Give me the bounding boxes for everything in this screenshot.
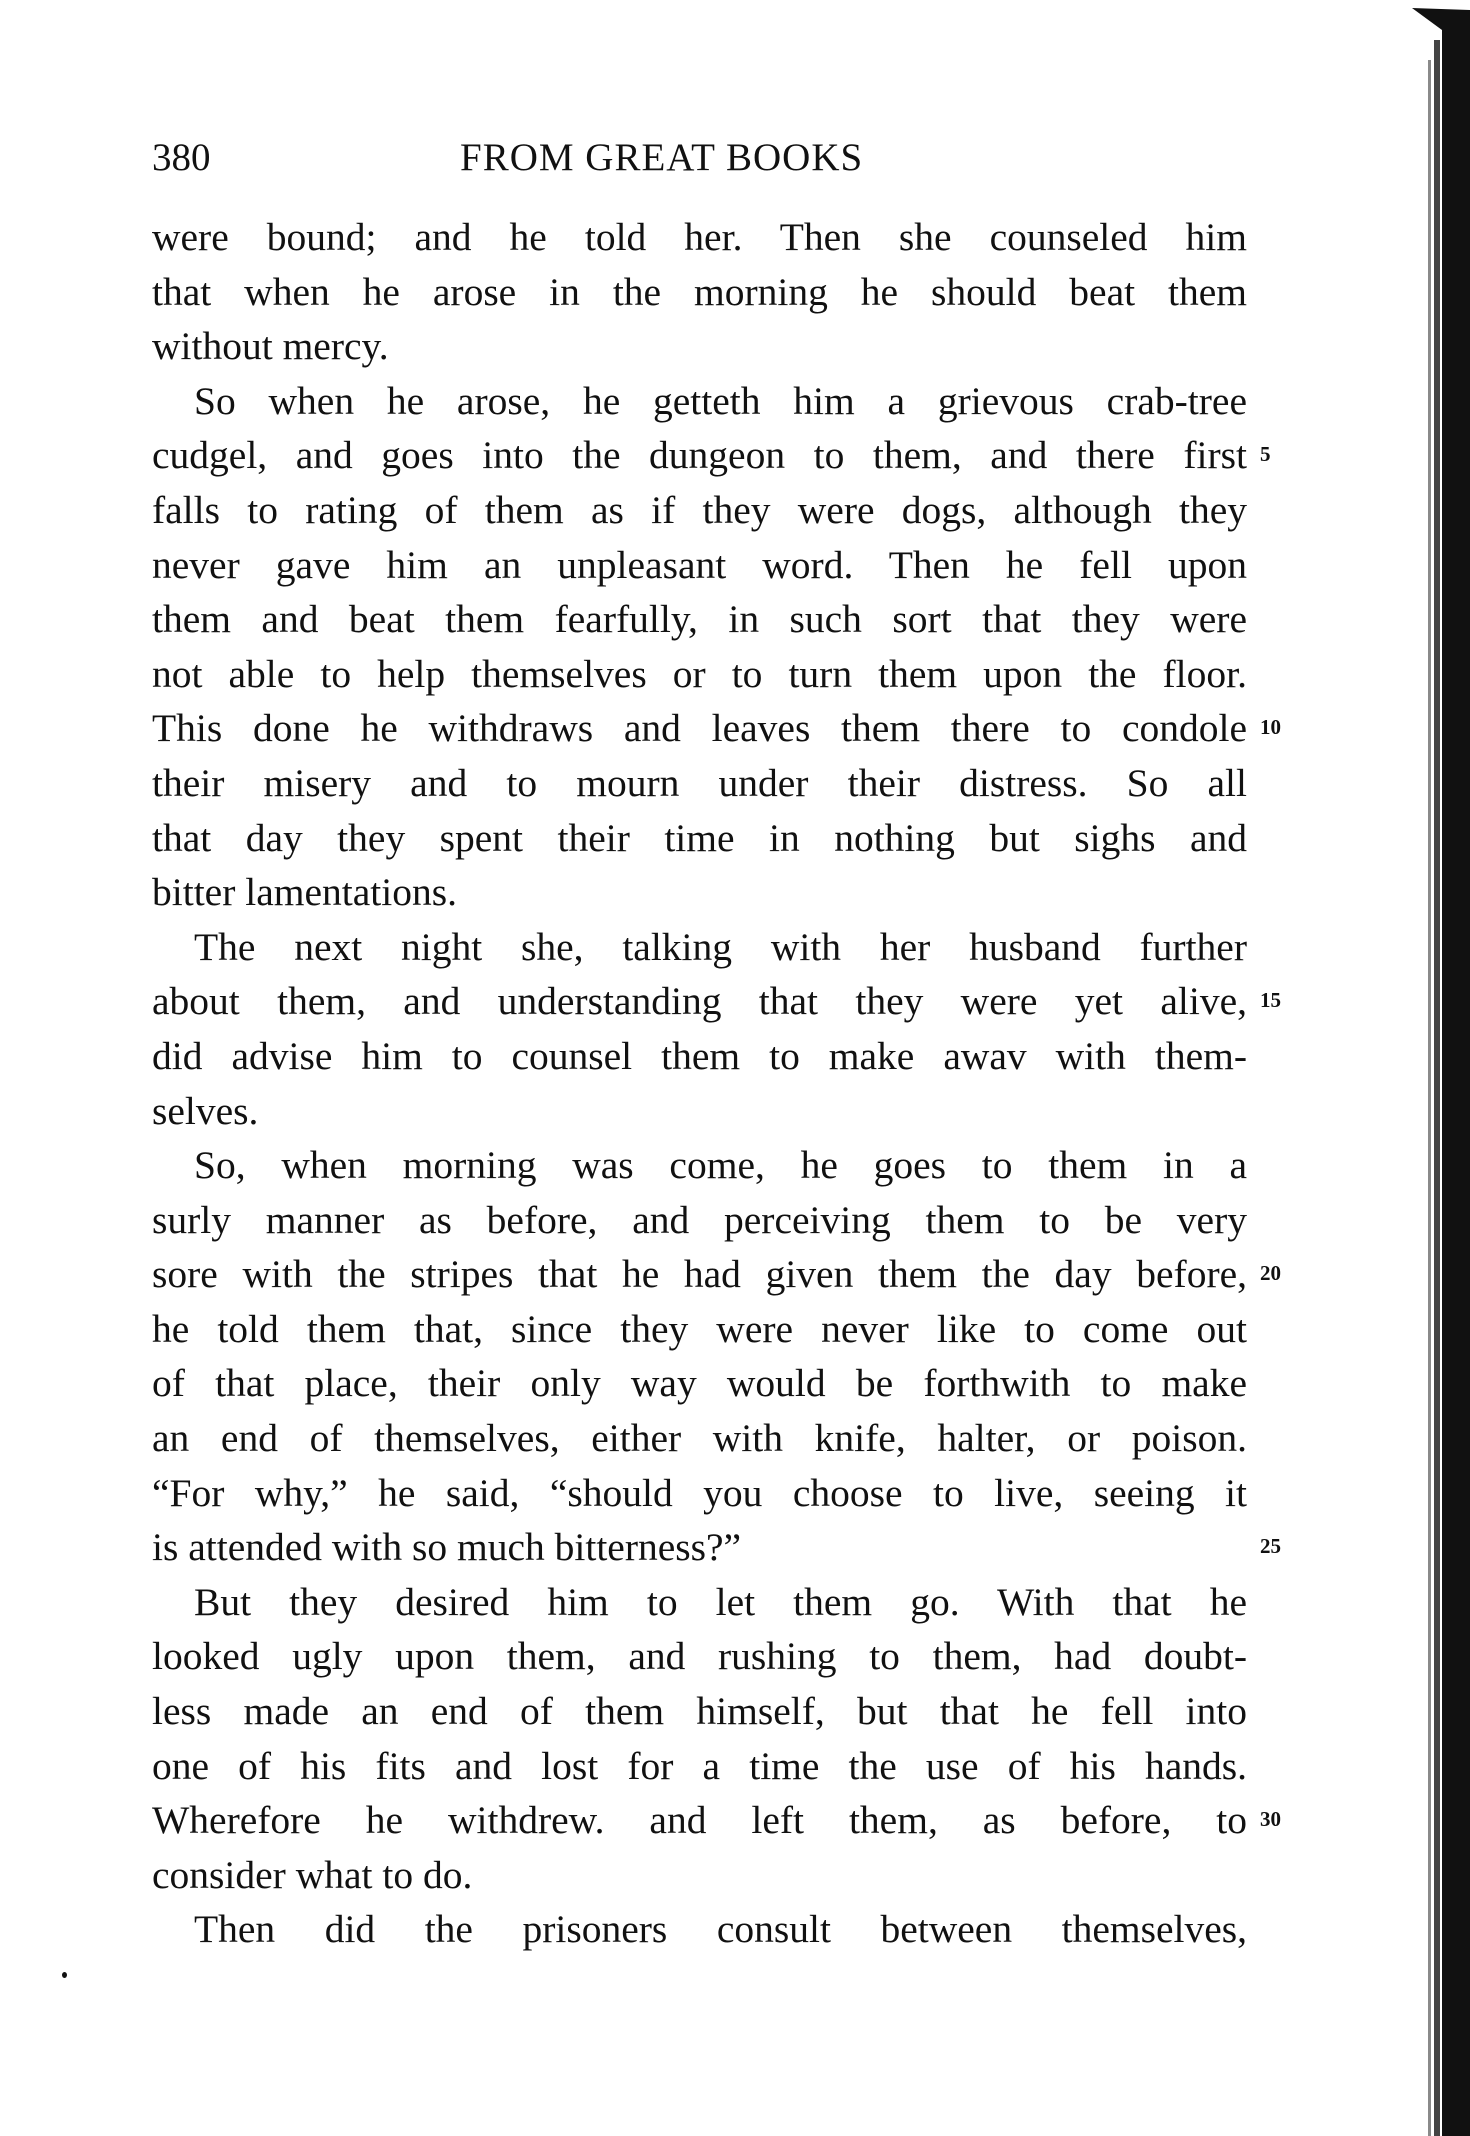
line-number: 30: [1260, 1807, 1281, 1832]
text-line: [152, 319, 1247, 374]
line-text: Wherefore he withdrew. and left them, as before, to: [152, 1798, 1247, 1843]
text-line: [152, 1193, 1247, 1248]
text-line: [152, 1902, 1247, 1957]
line-text: less made an end of them himself, but that he fell into: [152, 1689, 1247, 1734]
text-line: [152, 538, 1247, 593]
line-text: of that place, their only way would be forthwith to make: [152, 1361, 1247, 1406]
text-line: [152, 1138, 1247, 1193]
text-line: [152, 756, 1247, 811]
line-number: 15: [1260, 988, 1281, 1013]
line-text: never gave him an unpleasant word. Then he fell upon: [152, 542, 1247, 587]
line-text: selves.: [152, 1088, 259, 1133]
line-text: that day they spent their time in nothing but sighs and: [152, 815, 1247, 860]
text-line: [152, 1466, 1247, 1521]
line-text: did advise him to counsel them to make awav with them-: [152, 1033, 1247, 1078]
text-line: [152, 1793, 1281, 1848]
line-text: one of his fits and lost for a time the use of his hands.: [152, 1743, 1247, 1788]
line-text: he told them that, since they were never like to come out: [152, 1306, 1247, 1351]
line-text: bitter lamentations.: [152, 870, 457, 915]
text-line: [152, 701, 1281, 756]
line-text: is attended with so much bitterness?”: [152, 1525, 742, 1570]
line-text: cudgel, and goes into the dungeon to them, and there first: [152, 433, 1247, 478]
text-line: [152, 1520, 1281, 1575]
text-line: [152, 1739, 1247, 1794]
ink-speck: [62, 1972, 67, 1978]
text-line: [152, 1029, 1247, 1084]
text-line: [152, 374, 1247, 429]
line-number: 25: [1260, 1534, 1281, 1559]
line-text: But they desired him to let them go. With that he: [194, 1579, 1247, 1624]
text-line: [152, 1302, 1247, 1357]
text-line: [152, 1411, 1247, 1466]
line-text: So when he arose, he getteth him a grievous crab-tree: [194, 378, 1247, 423]
text-line: [152, 210, 1247, 265]
text-line: [152, 1084, 1247, 1139]
page-number: 380: [152, 136, 211, 179]
text-line: [152, 865, 1247, 920]
line-text: them and beat them fearfully, in such sort that they were: [152, 597, 1247, 642]
line-text: were bound; and he told her. Then she counseled him: [152, 215, 1247, 259]
line-text: an end of themselves, either with knife, halter, or poison.: [152, 1416, 1247, 1461]
text-line: [152, 811, 1247, 866]
line-text: that when he arose in the morning he should beat them: [152, 269, 1247, 314]
line-text: Then did the prisoners consult between themselves,: [194, 1907, 1247, 1952]
line-text: This done he withdraws and leaves them there to condole: [152, 706, 1247, 751]
text-line: [152, 974, 1281, 1029]
line-number: 10: [1260, 715, 1281, 740]
text-line: [152, 1575, 1247, 1630]
line-number: 5: [1260, 442, 1271, 467]
line-text: not able to help themselves or to turn them upon the floor.: [152, 651, 1247, 696]
text-line: [152, 592, 1247, 647]
line-text: without mercy.: [152, 324, 389, 369]
text-line: [152, 265, 1247, 320]
text-line: [152, 1684, 1247, 1739]
book-binding-edge: [1412, 0, 1470, 2136]
body-text: [152, 210, 1281, 1957]
line-text: falls to rating of them as if they were dogs, although they: [152, 487, 1247, 532]
line-text: So, when morning was come, he goes to them in a: [194, 1143, 1247, 1188]
line-number: 20: [1260, 1261, 1281, 1286]
line-text: surly manner as before, and perceiving them to be very: [152, 1197, 1247, 1242]
line-text: their misery and to mourn under their distress. So all: [152, 760, 1247, 805]
text-line: [152, 920, 1247, 975]
text-line: [152, 647, 1247, 702]
text-line: [152, 1629, 1247, 1684]
line-text: The next night she, talking with her husband further: [194, 924, 1247, 969]
text-line: [152, 428, 1271, 483]
text-line: [152, 1848, 1247, 1903]
text-line: [152, 1356, 1247, 1411]
running-head: FROM GREAT BOOKS: [460, 136, 864, 179]
line-text: “For why,” he said, “should you choose to live, seeing it: [152, 1470, 1247, 1515]
line-text: sore with the stripes that he had given them the day before,: [152, 1252, 1247, 1297]
text-line: [152, 483, 1247, 538]
line-text: looked ugly upon them, and rushing to them, had doubt-: [152, 1634, 1247, 1679]
line-text: consider what to do.: [152, 1852, 473, 1897]
text-line: [152, 1247, 1281, 1302]
line-text: about them, and understanding that they were yet alive,: [152, 979, 1247, 1024]
